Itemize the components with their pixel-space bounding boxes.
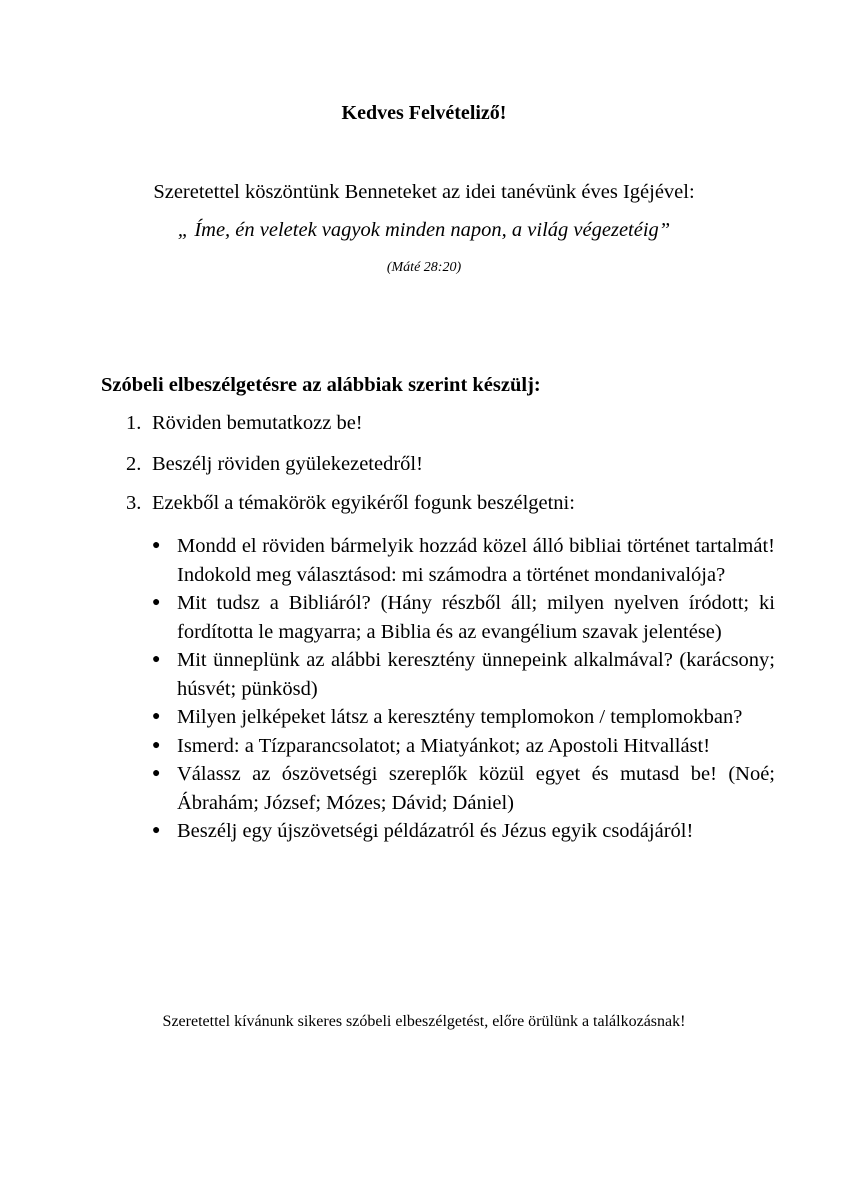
topic-item (150, 532, 775, 589)
item-text: Röviden bemutatkozz be! (152, 412, 363, 434)
numbered-item (126, 492, 575, 515)
topic-text: Ismerd: a Tízparancsolatot; a Miatyánkot; az Apostoli Hitvallást! (177, 734, 711, 757)
bible-verse: „ Íme, én veletek vagyok minden napon, a világ végezetéig” (177, 219, 671, 241)
topic-item (150, 589, 775, 646)
item-text: Ezekből a témakörök egyikéről fogunk beszélgetni: (152, 492, 575, 514)
item-text: Beszélj röviden gyülekezetedről! (152, 453, 423, 475)
numbered-item (126, 412, 363, 435)
numbered-item (126, 453, 423, 476)
topic-text: Mit tudsz a Bibliáról? (Hány részből áll; milyen nyelven íródott; ki fordította le magyarra; a Biblia és az evangélium szavak jelentése) (177, 592, 775, 643)
bullet-icon: ● (152, 737, 161, 753)
topic-item (150, 817, 775, 846)
bullet-icon: ● (152, 595, 161, 610)
topic-list (150, 532, 775, 846)
bullet-icon: ● (152, 652, 161, 667)
closing-text: Szeretettel kívánunk sikeres szóbeli elbeszélgetést, előre örülünk a találkozásnak! (162, 1013, 686, 1030)
bullet-icon: ● (152, 823, 161, 838)
topic-text: Beszélj egy újszövetségi példázatról és Jézus egyik csodájáról! (177, 820, 694, 842)
bullet-icon: ● (152, 766, 161, 781)
item-number: 1. (126, 412, 142, 434)
section-heading: Szóbeli elbeszélgetésre az alábbiak szerint készülj: (101, 374, 541, 396)
item-number: 3. (126, 492, 142, 514)
topic-item (150, 703, 775, 732)
bullet-icon: ● (152, 538, 161, 553)
item-number: 2. (126, 453, 142, 475)
bullet-icon: ● (152, 709, 161, 724)
topic-item (150, 732, 775, 761)
topic-item (150, 646, 775, 703)
topic-text: Válassz az ószövetségi szereplők közül egyet és mutasd be! (Noé; Ábrahám; József; Mózes; Dávid; Dániel) (177, 763, 775, 814)
topic-text: Mondd el röviden bármelyik hozzád közel álló bibliai történet tartalmát! Indokold meg választásod: mi számodra a történet mondanivalója? (177, 535, 775, 586)
topic-text: Milyen jelképeket látsz a keresztény templomokon / templomokban? (177, 706, 743, 728)
topic-text: Mit ünneplünk az alábbi keresztény ünnepeink alkalmával? (karácsony; húsvét; pünkösd) (177, 649, 775, 700)
greeting-text: Szeretettel köszöntünk Benneteket az idei tanévünk éves Igéjével: (153, 181, 695, 203)
topic-item (150, 760, 775, 817)
page-title: Kedves Felvételiző! (341, 102, 507, 124)
verse-reference: (Máté 28:20) (386, 260, 462, 275)
